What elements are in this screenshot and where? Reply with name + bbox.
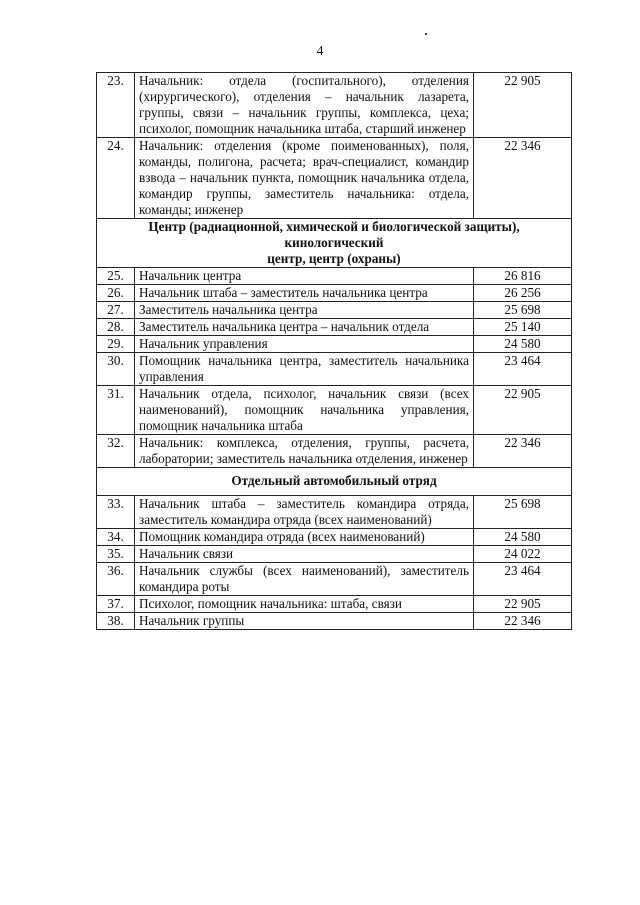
- salary-value: 23 464: [474, 353, 572, 386]
- section-title-line: центр, центр (охраны): [267, 251, 401, 266]
- position-title: Начальник штаба – заместитель начальника центра: [135, 285, 474, 302]
- table-row: [97, 73, 572, 138]
- table-row: [97, 138, 572, 219]
- table-row: [97, 268, 572, 285]
- row-number: 24.: [97, 138, 135, 219]
- salary-table: [96, 72, 572, 630]
- position-title: Заместитель начальника центра: [135, 302, 474, 319]
- section-title-line: кинологический: [284, 235, 384, 250]
- row-number: 23.: [97, 73, 135, 138]
- position-title: Заместитель начальника центра – начальник отдела: [135, 319, 474, 336]
- salary-value: 22 905: [474, 73, 572, 138]
- row-number: 28.: [97, 319, 135, 336]
- position-title: Начальник группы: [135, 613, 474, 630]
- position-title: Помощник командира отряда (всех наименований): [135, 529, 474, 546]
- row-number: 33.: [97, 496, 135, 529]
- table-row: [97, 386, 572, 435]
- row-number: 29.: [97, 336, 135, 353]
- position-title: Начальник службы (всех наименований), заместитель командира роты: [135, 563, 474, 596]
- salary-value: 25 698: [474, 496, 572, 529]
- section-header-row: [97, 219, 572, 268]
- row-number: 38.: [97, 613, 135, 630]
- position-title: Помощник начальника центра, заместитель начальника управления: [135, 353, 474, 386]
- salary-value: 26 816: [474, 268, 572, 285]
- table-row: [97, 285, 572, 302]
- scan-speck: [425, 33, 427, 35]
- salary-table-body: [97, 73, 572, 630]
- row-number: 30.: [97, 353, 135, 386]
- position-title: Начальник управления: [135, 336, 474, 353]
- salary-value: 22 346: [474, 435, 572, 468]
- salary-value: 22 346: [474, 138, 572, 219]
- position-title: Начальник связи: [135, 546, 474, 563]
- section-title-line: Отдельный автомобильный отряд: [231, 473, 437, 488]
- salary-value: 24 580: [474, 336, 572, 353]
- row-number: 27.: [97, 302, 135, 319]
- table-row: [97, 496, 572, 529]
- salary-value: 26 256: [474, 285, 572, 302]
- position-title: Начальник: отделения (кроме поименованных), поля, команды, полигона, расчета; врач-специалист, командир взвода – начальник пункта, помощник начальника отдела, командир группы, заместитель начальника: отдела, команды; инженер: [135, 138, 474, 219]
- salary-value: 22 905: [474, 596, 572, 613]
- salary-value: 24 580: [474, 529, 572, 546]
- table-row: [97, 336, 572, 353]
- salary-value: 23 464: [474, 563, 572, 596]
- table-row: [97, 319, 572, 336]
- position-title: Начальник: отдела (госпитального), отделения (хирургического), отделения – начальник лазарета, группы, связи – начальник группы, комплекса, цеха; психолог, помощник начальника штаба, старший инженер: [135, 73, 474, 138]
- section-title: [97, 219, 572, 268]
- row-number: 31.: [97, 386, 135, 435]
- table-row: [97, 546, 572, 563]
- position-title: Начальник центра: [135, 268, 474, 285]
- row-number: 34.: [97, 529, 135, 546]
- position-title: Психолог, помощник начальника: штаба, связи: [135, 596, 474, 613]
- position-title: Начальник отдела, психолог, начальник связи (всех наименований), помощник начальника управления, помощник начальника штаба: [135, 386, 474, 435]
- section-title: [97, 468, 572, 496]
- salary-value: 25 140: [474, 319, 572, 336]
- table-row: [97, 529, 572, 546]
- section-title-line: Центр (радиационной, химической и биологической защиты),: [148, 219, 520, 234]
- table-row: [97, 302, 572, 319]
- row-number: 32.: [97, 435, 135, 468]
- row-number: 36.: [97, 563, 135, 596]
- table-row: [97, 435, 572, 468]
- row-number: 26.: [97, 285, 135, 302]
- table-row: [97, 596, 572, 613]
- section-header-row: [97, 468, 572, 496]
- salary-value: 24 022: [474, 546, 572, 563]
- salary-value: 22 905: [474, 386, 572, 435]
- salary-value: 25 698: [474, 302, 572, 319]
- table-row: [97, 613, 572, 630]
- row-number: 25.: [97, 268, 135, 285]
- position-title: Начальник: комплекса, отделения, группы, расчета, лаборатории; заместитель начальника отделения, инженер: [135, 435, 474, 468]
- position-title: Начальник штаба – заместитель командира отряда, заместитель командира отряда (всех наименований): [135, 496, 474, 529]
- table-row: [97, 353, 572, 386]
- row-number: 35.: [97, 546, 135, 563]
- salary-value: 22 346: [474, 613, 572, 630]
- table-row: [97, 563, 572, 596]
- page-number: 4: [316, 44, 324, 59]
- row-number: 37.: [97, 596, 135, 613]
